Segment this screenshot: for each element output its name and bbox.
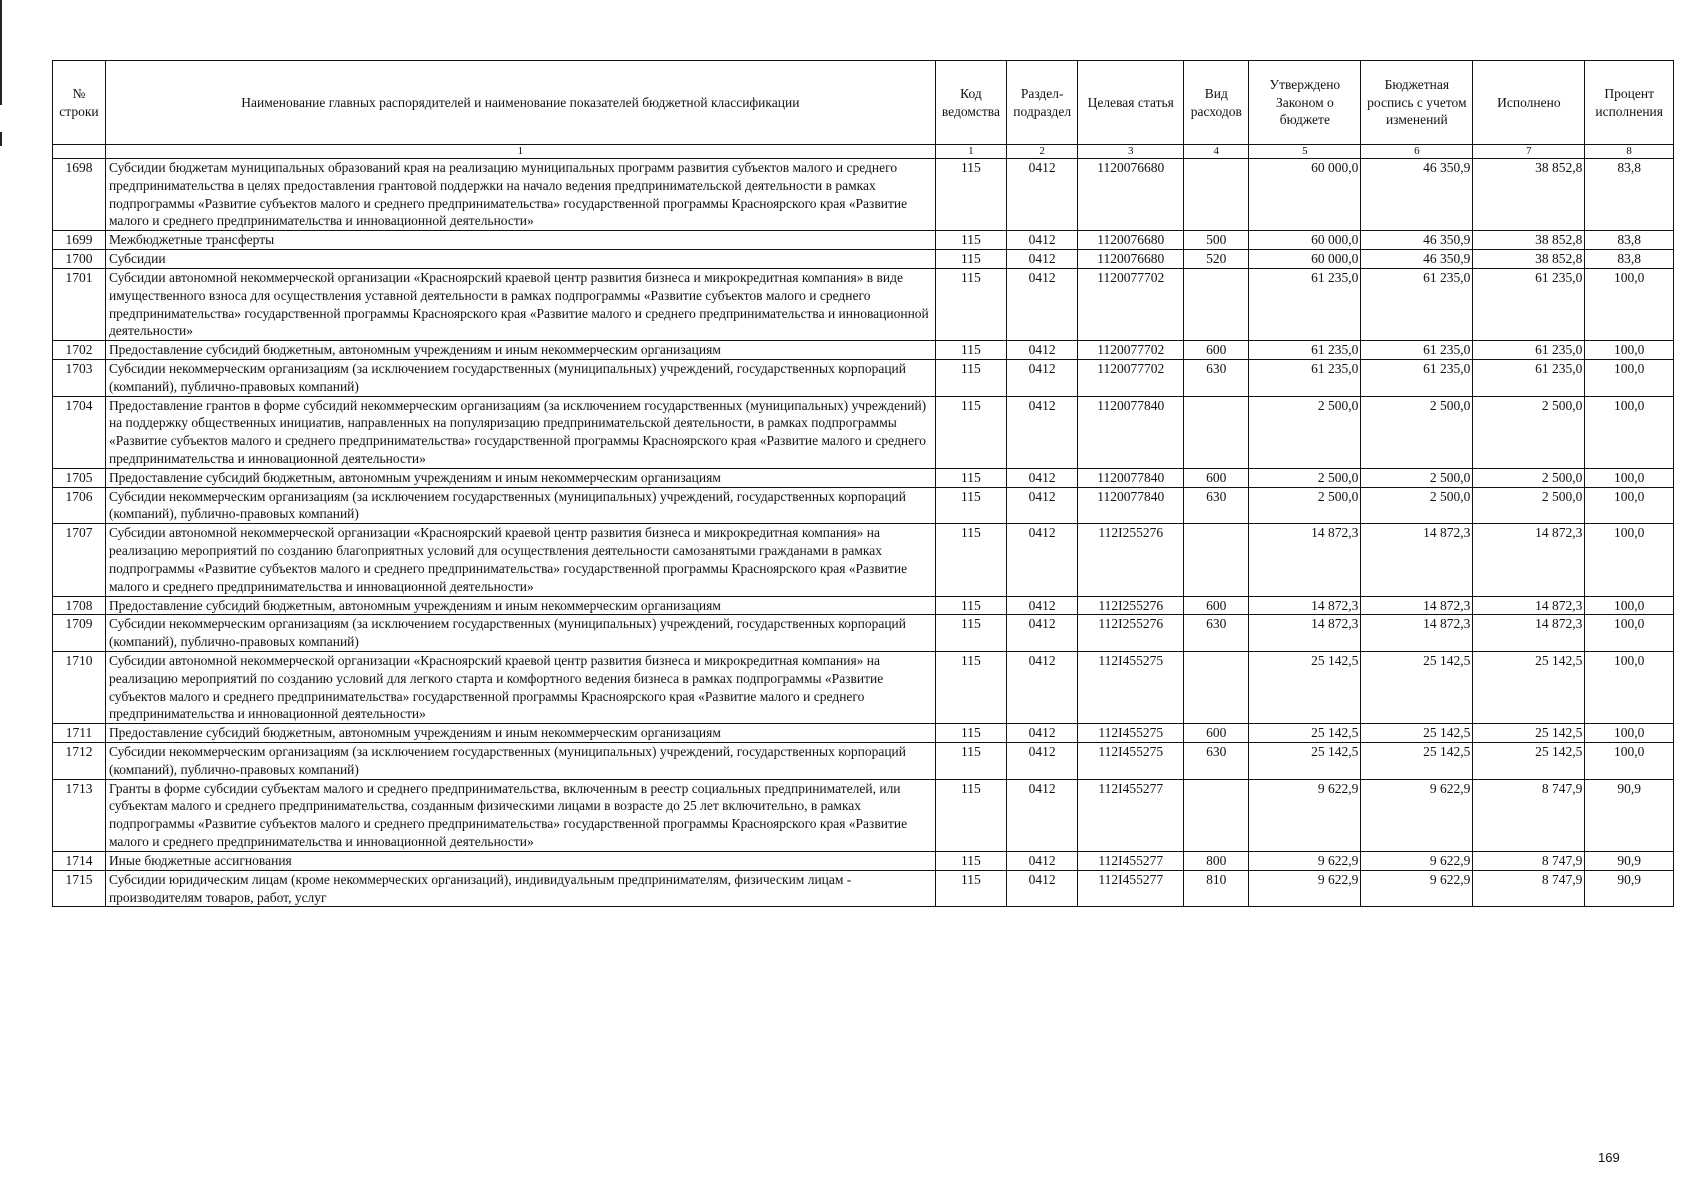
table-row [53, 596, 1674, 615]
executed-amount: 61 235,0 [1473, 359, 1585, 396]
table-row [53, 468, 1674, 487]
percent-executed: 100,0 [1585, 396, 1674, 468]
schedule-amount: 61 235,0 [1361, 359, 1473, 396]
target-article: 112I455275 [1078, 724, 1184, 743]
row-number: 1707 [53, 524, 106, 596]
row-number: 1699 [53, 231, 106, 250]
column-number: 2 [1007, 145, 1078, 159]
row-name: Межбюджетные трансферты [105, 231, 935, 250]
header-executed: Исполнено [1473, 61, 1585, 145]
column-number: 4 [1184, 145, 1249, 159]
schedule-amount: 9 622,9 [1361, 779, 1473, 851]
header-row-number: № строки [53, 61, 106, 145]
row-name: Предоставление субсидий бюджетным, автономным учреждениям и иным некоммерческим организациям [105, 468, 935, 487]
department-code: 115 [935, 487, 1006, 524]
column-number: 8 [1585, 145, 1674, 159]
section-code: 0412 [1007, 724, 1078, 743]
margin-line [0, 132, 2, 146]
schedule-amount: 14 872,3 [1361, 615, 1473, 652]
approved-amount: 14 872,3 [1249, 615, 1361, 652]
section-code: 0412 [1007, 268, 1078, 340]
section-code: 0412 [1007, 596, 1078, 615]
header-expense-type: Вид расходов [1184, 61, 1249, 145]
executed-amount: 14 872,3 [1473, 615, 1585, 652]
expense-type: 630 [1184, 359, 1249, 396]
schedule-amount: 46 350,9 [1361, 159, 1473, 231]
column-number: 1 [935, 145, 1006, 159]
executed-amount: 8 747,9 [1473, 779, 1585, 851]
department-code: 115 [935, 724, 1006, 743]
department-code: 115 [935, 268, 1006, 340]
percent-executed: 90,9 [1585, 870, 1674, 907]
expense-type [1184, 651, 1249, 723]
approved-amount: 25 142,5 [1249, 743, 1361, 780]
target-article: 112I455277 [1078, 870, 1184, 907]
budget-table [52, 60, 1674, 907]
section-code: 0412 [1007, 359, 1078, 396]
row-name: Предоставление субсидий бюджетным, автономным учреждениям и иным некоммерческим организациям [105, 596, 935, 615]
schedule-amount: 9 622,9 [1361, 870, 1473, 907]
header-department-code: Код ведомства [935, 61, 1006, 145]
department-code: 115 [935, 851, 1006, 870]
target-article: 1120077840 [1078, 468, 1184, 487]
table-row [53, 396, 1674, 468]
row-name: Иные бюджетные ассигнования [105, 851, 935, 870]
table-row [53, 851, 1674, 870]
budget-table-container [52, 60, 1674, 907]
executed-amount: 14 872,3 [1473, 524, 1585, 596]
target-article: 112I255276 [1078, 615, 1184, 652]
expense-type: 600 [1184, 724, 1249, 743]
department-code: 115 [935, 359, 1006, 396]
row-number: 1703 [53, 359, 106, 396]
target-article: 1120077702 [1078, 268, 1184, 340]
section-code: 0412 [1007, 615, 1078, 652]
percent-executed: 100,0 [1585, 468, 1674, 487]
column-number: 6 [1361, 145, 1473, 159]
department-code: 115 [935, 159, 1006, 231]
schedule-amount: 46 350,9 [1361, 231, 1473, 250]
target-article: 1120076680 [1078, 250, 1184, 269]
table-row [53, 231, 1674, 250]
section-code: 0412 [1007, 851, 1078, 870]
schedule-amount: 9 622,9 [1361, 851, 1473, 870]
row-name: Субсидии [105, 250, 935, 269]
executed-amount: 2 500,0 [1473, 396, 1585, 468]
column-number: 5 [1249, 145, 1361, 159]
schedule-amount: 2 500,0 [1361, 396, 1473, 468]
executed-amount: 38 852,8 [1473, 250, 1585, 269]
target-article: 112I255276 [1078, 596, 1184, 615]
approved-amount: 25 142,5 [1249, 651, 1361, 723]
target-article: 112I455277 [1078, 779, 1184, 851]
row-number: 1710 [53, 651, 106, 723]
target-article: 1120076680 [1078, 231, 1184, 250]
expense-type: 520 [1184, 250, 1249, 269]
row-number: 1706 [53, 487, 106, 524]
table-row [53, 524, 1674, 596]
approved-amount: 60 000,0 [1249, 250, 1361, 269]
section-code: 0412 [1007, 651, 1078, 723]
expense-type: 500 [1184, 231, 1249, 250]
executed-amount: 25 142,5 [1473, 724, 1585, 743]
table-row [53, 724, 1674, 743]
expense-type: 810 [1184, 870, 1249, 907]
department-code: 115 [935, 651, 1006, 723]
section-code: 0412 [1007, 743, 1078, 780]
header-section: Раздел-подраздел [1007, 61, 1078, 145]
approved-amount: 60 000,0 [1249, 231, 1361, 250]
approved-amount: 2 500,0 [1249, 468, 1361, 487]
approved-amount: 61 235,0 [1249, 359, 1361, 396]
row-number: 1702 [53, 341, 106, 360]
percent-executed: 100,0 [1585, 596, 1674, 615]
row-name: Субсидии автономной некоммерческой организации «Красноярский краевой центр развития бизнеса и микрокредитная компания» в виде имущественного взноса для осуществления уставной деятельности в рамках подпрограммы «Развитие субъектов малого и среднего предпринимательства» государственной программы Красноярского края «Развитие малого и среднего предпринимательства и инновационной деятельности» [105, 268, 935, 340]
percent-executed: 100,0 [1585, 615, 1674, 652]
row-name: Субсидии некоммерческим организациям (за исключением государственных (муниципальных) учреждений, государственных корпораций (компаний), публично-правовых компаний) [105, 615, 935, 652]
executed-amount: 61 235,0 [1473, 341, 1585, 360]
approved-amount: 9 622,9 [1249, 870, 1361, 907]
executed-amount: 38 852,8 [1473, 159, 1585, 231]
row-number: 1714 [53, 851, 106, 870]
target-article: 112I455275 [1078, 651, 1184, 723]
page-number: 169 [1598, 1150, 1620, 1165]
expense-type: 800 [1184, 851, 1249, 870]
section-code: 0412 [1007, 524, 1078, 596]
row-name: Предоставление грантов в форме субсидий некоммерческим организациям (за исключением государственных (муниципальных) учреждений) на поддержку общественных инициатив, направленных на популяризацию предпринимательской деятельности, в рамках подпрограммы «Развитие субъектов малого и среднего предпринимательства» государственной программы Красноярского края «Развитие малого и среднего предпринимательства и инновационной деятельности» [105, 396, 935, 468]
section-code: 0412 [1007, 468, 1078, 487]
row-name: Субсидии автономной некоммерческой организации «Красноярский краевой центр развития бизнеса и микрокредитная компания» на реализацию мероприятий по созданию условий для легкого старта и комфортного ведения бизнеса в рамках подпрограммы «Развитие субъектов малого и среднего предпринимательства» государственной программы Красноярского края «Развитие малого и среднего предпринимательства и инновационной деятельности» [105, 651, 935, 723]
expense-type: 600 [1184, 468, 1249, 487]
expense-type [1184, 396, 1249, 468]
executed-amount: 61 235,0 [1473, 268, 1585, 340]
schedule-amount: 2 500,0 [1361, 468, 1473, 487]
row-name: Субсидии некоммерческим организациям (за исключением государственных (муниципальных) учреждений, государственных корпораций (компаний), публично-правовых компаний) [105, 487, 935, 524]
target-article: 1120077702 [1078, 341, 1184, 360]
header-target-article: Целевая статья [1078, 61, 1184, 145]
approved-amount: 2 500,0 [1249, 396, 1361, 468]
table-row [53, 359, 1674, 396]
approved-amount: 9 622,9 [1249, 779, 1361, 851]
row-name: Предоставление субсидий бюджетным, автономным учреждениям и иным некоммерческим организациям [105, 724, 935, 743]
target-article: 112I255276 [1078, 524, 1184, 596]
target-article: 1120077840 [1078, 487, 1184, 524]
header-percent: Процент исполнения [1585, 61, 1674, 145]
column-numbers-row [53, 145, 1674, 159]
section-code: 0412 [1007, 487, 1078, 524]
row-number: 1711 [53, 724, 106, 743]
approved-amount: 14 872,3 [1249, 524, 1361, 596]
row-number: 1713 [53, 779, 106, 851]
approved-amount: 61 235,0 [1249, 268, 1361, 340]
row-number: 1701 [53, 268, 106, 340]
row-number: 1712 [53, 743, 106, 780]
column-number: 1 [105, 145, 935, 159]
expense-type [1184, 268, 1249, 340]
percent-executed: 83,8 [1585, 231, 1674, 250]
row-name: Субсидии автономной некоммерческой организации «Красноярский краевой центр развития бизнеса и микрокредитная компания» на реализацию мероприятий по созданию благоприятных условий для осуществления деятельности самозанятыми гражданами в рамках подпрограммы «Развитие субъектов малого и среднего предпринимательства» государственной программы Красноярского края «Развитие малого и среднего предпринимательства и инновационной деятельности» [105, 524, 935, 596]
executed-amount: 8 747,9 [1473, 870, 1585, 907]
schedule-amount: 61 235,0 [1361, 341, 1473, 360]
percent-executed: 83,8 [1585, 159, 1674, 231]
department-code: 115 [935, 341, 1006, 360]
section-code: 0412 [1007, 231, 1078, 250]
table-row [53, 779, 1674, 851]
table-row [53, 268, 1674, 340]
row-number: 1705 [53, 468, 106, 487]
row-name: Предоставление субсидий бюджетным, автономным учреждениям и иным некоммерческим организациям [105, 341, 935, 360]
department-code: 115 [935, 231, 1006, 250]
schedule-amount: 25 142,5 [1361, 724, 1473, 743]
target-article: 112I455275 [1078, 743, 1184, 780]
percent-executed: 90,9 [1585, 851, 1674, 870]
row-number: 1700 [53, 250, 106, 269]
table-row [53, 870, 1674, 907]
column-number: 3 [1078, 145, 1184, 159]
department-code: 115 [935, 396, 1006, 468]
expense-type [1184, 159, 1249, 231]
schedule-amount: 2 500,0 [1361, 487, 1473, 524]
table-row [53, 651, 1674, 723]
section-code: 0412 [1007, 779, 1078, 851]
department-code: 115 [935, 615, 1006, 652]
table-row [53, 743, 1674, 780]
percent-executed: 100,0 [1585, 524, 1674, 596]
header-approved: Утверждено Законом о бюджете [1249, 61, 1361, 145]
schedule-amount: 25 142,5 [1361, 743, 1473, 780]
department-code: 115 [935, 250, 1006, 269]
executed-amount: 14 872,3 [1473, 596, 1585, 615]
section-code: 0412 [1007, 159, 1078, 231]
expense-type: 630 [1184, 615, 1249, 652]
executed-amount: 38 852,8 [1473, 231, 1585, 250]
department-code: 115 [935, 779, 1006, 851]
department-code: 115 [935, 870, 1006, 907]
section-code: 0412 [1007, 870, 1078, 907]
row-name: Гранты в форме субсидии субъектам малого и среднего предпринимательства, включенным в реестр социальных предпринимателей, или субъектам малого и среднего предпринимательства, созданным физическими лицами в возрасте до 25 лет включительно, в рамках подпрограммы «Развитие субъектов малого и среднего предпринимательства» государственной программы Красноярского края «Развитие малого и среднего предпринимательства и инновационной деятельности» [105, 779, 935, 851]
percent-executed: 100,0 [1585, 359, 1674, 396]
table-row [53, 487, 1674, 524]
percent-executed: 100,0 [1585, 743, 1674, 780]
target-article: 1120077702 [1078, 359, 1184, 396]
header-name: Наименование главных распорядителей и наименование показателей бюджетной классификации [105, 61, 935, 145]
table-row [53, 250, 1674, 269]
target-article: 1120077840 [1078, 396, 1184, 468]
executed-amount: 25 142,5 [1473, 651, 1585, 723]
approved-amount: 61 235,0 [1249, 341, 1361, 360]
column-number [53, 145, 106, 159]
column-number: 7 [1473, 145, 1585, 159]
schedule-amount: 46 350,9 [1361, 250, 1473, 269]
section-code: 0412 [1007, 341, 1078, 360]
percent-executed: 83,8 [1585, 250, 1674, 269]
table-row [53, 341, 1674, 360]
expense-type [1184, 524, 1249, 596]
header-budget-schedule: Бюджетная роспись с учетом изменений [1361, 61, 1473, 145]
expense-type: 630 [1184, 743, 1249, 780]
schedule-amount: 14 872,3 [1361, 596, 1473, 615]
approved-amount: 60 000,0 [1249, 159, 1361, 231]
row-name: Субсидии некоммерческим организациям (за исключением государственных (муниципальных) учреждений, государственных корпораций (компаний), публично-правовых компаний) [105, 359, 935, 396]
department-code: 115 [935, 468, 1006, 487]
department-code: 115 [935, 524, 1006, 596]
approved-amount: 25 142,5 [1249, 724, 1361, 743]
expense-type: 630 [1184, 487, 1249, 524]
section-code: 0412 [1007, 250, 1078, 269]
approved-amount: 14 872,3 [1249, 596, 1361, 615]
percent-executed: 100,0 [1585, 651, 1674, 723]
executed-amount: 2 500,0 [1473, 487, 1585, 524]
schedule-amount: 14 872,3 [1361, 524, 1473, 596]
row-number: 1704 [53, 396, 106, 468]
percent-executed: 90,9 [1585, 779, 1674, 851]
expense-type [1184, 779, 1249, 851]
row-name: Субсидии бюджетам муниципальных образований края на реализацию муниципальных программ развития субъектов малого и среднего предпринимательства в целях предоставления грантовой поддержки на начало ведения предпринимательской деятельности в рамках подпрограммы «Развитие субъектов малого и среднего предпринимательства» государственной программы Красноярского края «Развитие малого и среднего предпринимательства и инновационной деятельности» [105, 159, 935, 231]
percent-executed: 100,0 [1585, 341, 1674, 360]
row-number: 1715 [53, 870, 106, 907]
row-name: Субсидии некоммерческим организациям (за исключением государственных (муниципальных) учреждений, государственных корпораций (компаний), публично-правовых компаний) [105, 743, 935, 780]
expense-type: 600 [1184, 596, 1249, 615]
department-code: 115 [935, 596, 1006, 615]
row-number: 1708 [53, 596, 106, 615]
approved-amount: 2 500,0 [1249, 487, 1361, 524]
margin-line [0, 0, 2, 105]
percent-executed: 100,0 [1585, 487, 1674, 524]
header-row [53, 61, 1674, 145]
table-row [53, 159, 1674, 231]
expense-type: 600 [1184, 341, 1249, 360]
table-row [53, 615, 1674, 652]
row-number: 1698 [53, 159, 106, 231]
executed-amount: 8 747,9 [1473, 851, 1585, 870]
target-article: 112I455277 [1078, 851, 1184, 870]
executed-amount: 2 500,0 [1473, 468, 1585, 487]
approved-amount: 9 622,9 [1249, 851, 1361, 870]
row-name: Субсидии юридическим лицам (кроме некоммерческих организаций), индивидуальным предпринимателям, физическим лицам - производителям товаров, работ, услуг [105, 870, 935, 907]
schedule-amount: 25 142,5 [1361, 651, 1473, 723]
department-code: 115 [935, 743, 1006, 780]
row-number: 1709 [53, 615, 106, 652]
percent-executed: 100,0 [1585, 268, 1674, 340]
schedule-amount: 61 235,0 [1361, 268, 1473, 340]
section-code: 0412 [1007, 396, 1078, 468]
target-article: 1120076680 [1078, 159, 1184, 231]
table-body [53, 159, 1674, 907]
executed-amount: 25 142,5 [1473, 743, 1585, 780]
percent-executed: 100,0 [1585, 724, 1674, 743]
